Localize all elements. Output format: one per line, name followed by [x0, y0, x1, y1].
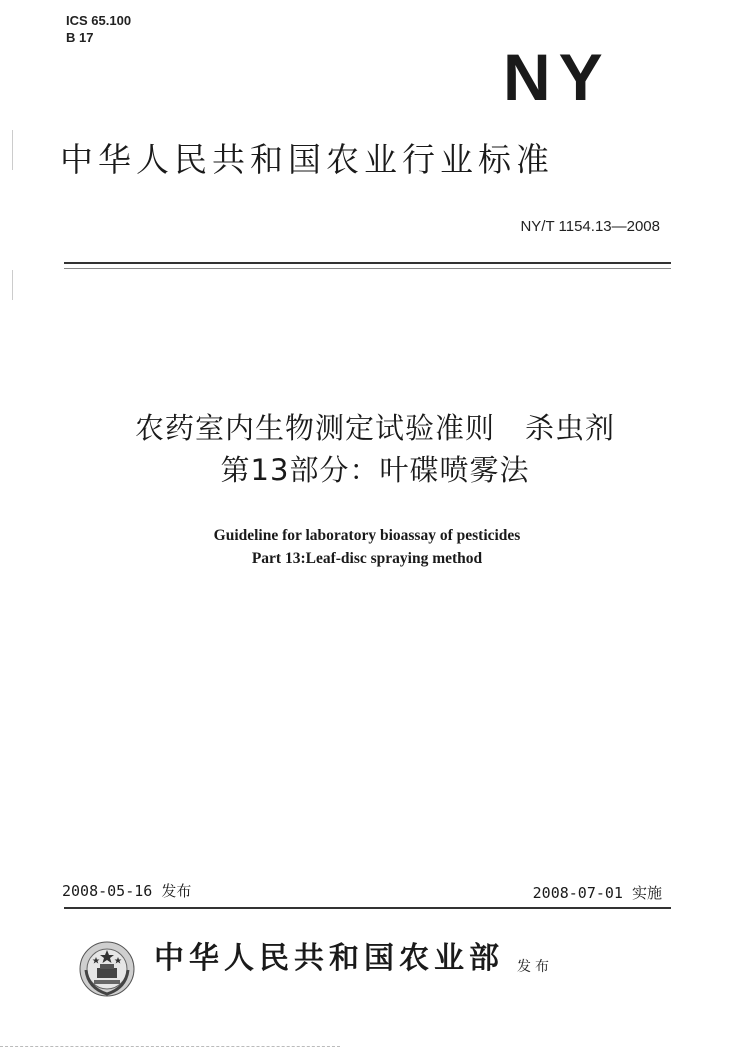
- classification-block: [66, 12, 131, 46]
- national-emblem-icon: [78, 940, 136, 998]
- publisher-name: 中华人民共和国农业部: [154, 941, 504, 976]
- document-title-cn-line2: 第13部分：叶碟喷雾法: [220, 453, 530, 487]
- scan-edge-line: [0, 1046, 340, 1047]
- publisher-action: 发布: [517, 959, 553, 975]
- standard-type-title: 中华人民共和国农业行业标准: [60, 140, 554, 179]
- document-title-cn-line1: 农药室内生物测定试验准则 杀虫剂: [134, 411, 615, 445]
- issue-date: 2008-05-16 发布: [62, 882, 192, 900]
- footer-divider: [64, 907, 671, 909]
- standard-number: NY/T 1154.13—2008: [520, 218, 660, 235]
- header-divider-thin: [64, 268, 671, 269]
- document-title-en-line2: Part 13:Leaf-disc spraying method: [251, 550, 483, 567]
- scan-edge-mark: [12, 130, 13, 170]
- ics-code: ICS 65.100: [66, 13, 132, 28]
- category-code: B 17: [66, 30, 94, 45]
- document-title-en-line1: Guideline for laboratory bioassay of pesticides: [213, 527, 521, 544]
- scan-edge-mark: [12, 270, 13, 300]
- ny-logo: NY: [503, 40, 611, 114]
- header-divider: [64, 262, 671, 264]
- implementation-date: 2008-07-01 实施: [532, 884, 662, 902]
